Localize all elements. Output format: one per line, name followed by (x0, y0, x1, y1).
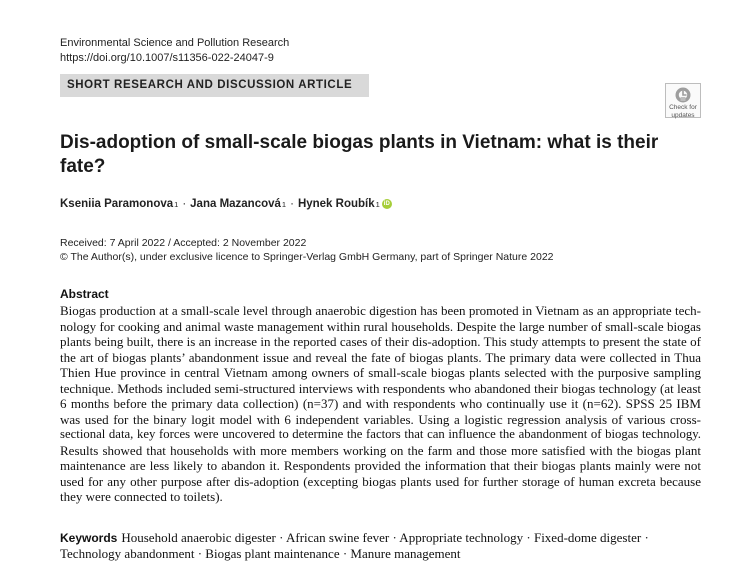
title-line-1: Dis-adoption of small-scale biogas plants in Vietnam: what is their (60, 132, 659, 153)
abstract-line: 6 months before the primary data collection) (n=37) and with respondents who continually use it (n=62). SPSS 25 IBM (60, 396, 701, 411)
received-accepted-dates: Received: 7 April 2022 / Accepted: 2 November 2022 (60, 237, 307, 249)
abstract-line: Biogas production at a small-scale level through anaerobic digestion has been promoted in Vietnam as an appropriate tech- (60, 303, 701, 318)
abstract-text (60, 303, 701, 505)
author-affiliation: 1 (281, 199, 287, 209)
author-name[interactable]: Hynek Roubík (297, 198, 375, 210)
abstract-line: sectional data, key forces were uncovered to determine the factors that can influence the abandonment of biogas technology. (60, 427, 701, 441)
abstract-line: used for any other purpose after dis-adoption (excepting biogas plants used for further storage of human excreta because (60, 473, 701, 489)
abstract-line: maintenance are less likely to abandon it. Respondents provided the information that their biogas plants mainly were not (60, 458, 701, 473)
author-name[interactable]: Jana Mazancová (190, 198, 281, 210)
publication-dates (60, 236, 554, 264)
abstract-line: Thien Hue province in central Vietnam among owners of small-scale biogas plants selected with the purposive sampling (60, 365, 701, 380)
author-separator: · (290, 198, 294, 210)
check-for-updates-icon (674, 87, 692, 103)
author-separator: · (182, 198, 187, 210)
check-updates-line2: updates (671, 112, 695, 119)
copyright-notice: © The Author(s), under exclusive licence to Springer-Verlag GmbH Germany, part of Springer Nature 2022 (60, 251, 554, 263)
article-title (60, 131, 660, 179)
abstract-line: they were connected to toilets). (60, 489, 223, 504)
abstract-heading: Abstract (60, 287, 109, 301)
abstract-line: was used for the binary logit model with 6 independent variables. Using a logistic regression analysis of various cross- (60, 411, 701, 427)
author-list (60, 198, 392, 210)
abstract-line: plants being built, there is an increase in the reported cases of their dis-adoption. This study attempts to present the state of (60, 334, 701, 349)
article-type-banner: SHORT RESEARCH AND DISCUSSION ARTICLE (60, 74, 369, 97)
abstract-line: nology for cooking and animal waste management within rural households. Despite the large number of small-scale biogas (60, 318, 701, 334)
title-line-2: fate? (60, 156, 106, 177)
keywords-section (60, 530, 701, 562)
author-affiliation: 1 (375, 199, 380, 209)
keywords-line-2: Technology abandonment · Biogas plant maintenance · Manure management (60, 546, 461, 561)
abstract-line: Results showed that households with more members working on the farm and those more satisfied with the biogas plant (60, 442, 701, 458)
journal-info (60, 36, 289, 66)
author-affiliation: 1 (174, 199, 179, 209)
keywords-label: Keywords (60, 531, 118, 545)
doi-link[interactable]: https://doi.org/10.1007/s11356-022-24047-9 (60, 52, 274, 64)
orcid-icon[interactable]: iD (383, 201, 390, 207)
abstract-line: technique. Methods included semi-structured interviews with respondents who abandoned their biogas technology (at least (60, 380, 701, 396)
keywords-line-1: Household anaerobic digester · African swine fever · Appropriate technology · Fixed-dome digester · (121, 530, 649, 545)
abstract-line: the art of biogas plants’ abandonment issue and reveal the fate of biogas plants. The primary data were collected in Thua (60, 349, 701, 365)
check-updates-line1: Check for (669, 104, 697, 111)
check-for-updates-badge[interactable] (665, 83, 701, 118)
author-name[interactable]: Kseniia Paramonova (60, 198, 174, 210)
journal-name: Environmental Science and Pollution Research (60, 37, 290, 49)
